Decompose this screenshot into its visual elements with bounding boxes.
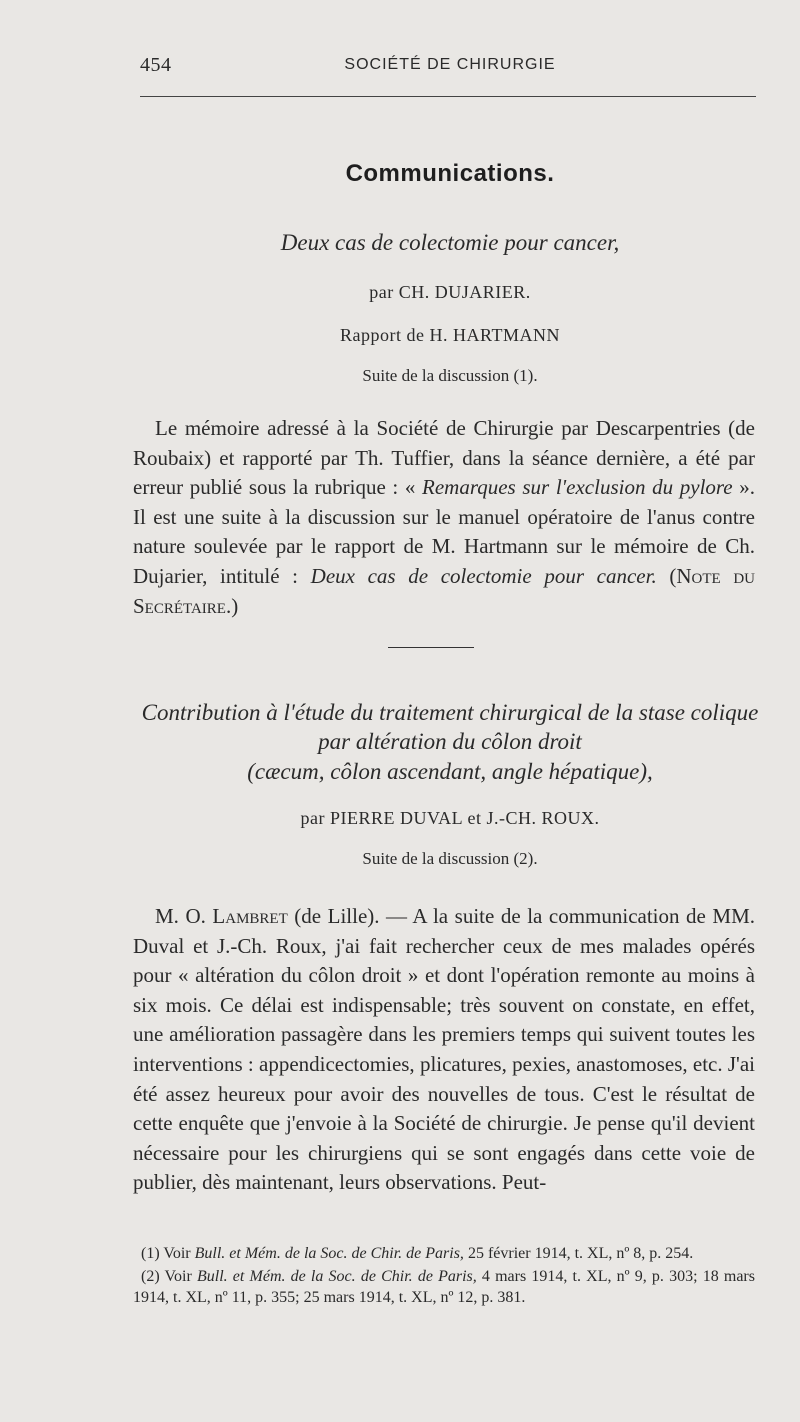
section-heading: Communications.: [345, 160, 555, 187]
footnotes: [133, 1243, 755, 1310]
secretary-note: Note du Secrétaire.: [133, 563, 755, 618]
paragraph-text: ): [231, 593, 239, 618]
paragraph-text: M. O.: [155, 904, 213, 928]
article1-byline: par CH. DUJARIER.: [369, 282, 531, 302]
article2-title-line2: par altération du côlon droit: [318, 729, 582, 754]
article2-title-line3: (cæcum, côlon ascendant, angle hépatique),: [247, 759, 653, 784]
footnote-2: (2) Voir Bull. et Mém. de la Soc. de Chir. de Paris, 4 mars 1914, t. XL, nº 9, p. 303; 18 mars 1914, t. XL, nº 11, p. 355; 25 mars 1914, t. XL, nº 12, p. 381.: [133, 1268, 755, 1306]
header-rule: [140, 96, 756, 97]
article2-continuation: Suite de la discussion (2).: [362, 849, 538, 868]
article2-title-line1: Contribution à l'étude du traitement chirurgical de la stase colique: [141, 700, 759, 725]
speaker-name: Lambret: [212, 904, 288, 928]
article1-report: Rapport de H. HARTMANN: [340, 325, 560, 345]
italic-title: Deux cas de colectomie pour cancer.: [310, 563, 657, 588]
page-number: 454: [140, 54, 172, 76]
section-divider: [388, 647, 474, 648]
article2-paragraph: [133, 902, 755, 1198]
paragraph-text: (de Lille). — A la suite de la communication de MM. Duval et J.-Ch. Roux, j'ai fait rechercher ceux de mes malades opérés pour « altération du côlon droit » et dont l'opération remonte au moins à six mois. Ce délai est indispensable; très souvent on constate, en effet, une amélioration passagère dans les premiers temps qui suivent toutes les interventions : appendicectomies, plicatures, pexies, anastomoses, etc. J'ai été assez heureux pour avoir des nouvelles de tous. C'est le résultat de cette enquête que j'envoie à la Société de chirurgie. Je pense qu'il devient nécessaire pour les chirurgiens qui se sont engagés dans cette voie de publier, dès maintenant, leurs observations. Peut-: [133, 904, 755, 1195]
article1-title: Deux cas de colectomie pour cancer,: [280, 230, 620, 255]
article1-continuation: Suite de la discussion (1).: [362, 366, 538, 385]
paragraph-text: Le mémoire adressé à la Société de Chirurgie par Descarpentries (de Roubaix) et rapporté par Th. Tuffier, dans la séance dernière, a été par erreur publié sous la rubrique : «: [133, 416, 755, 500]
article2-byline: par PIERRE DUVAL et J.-CH. ROUX.: [300, 808, 600, 828]
article1-paragraph: [133, 414, 755, 621]
footnote-1: (1) Voir Bull. et Mém. de la Soc. de Chir. de Paris, 25 février 1914, t. XL, nº 8, p. 254.: [141, 1245, 694, 1262]
running-title: SOCIÉTÉ DE CHIRURGIE: [344, 56, 556, 73]
paragraph-text: ». Il est une suite à la discussion sur le manuel opératoire de l'anus contre nature soulevée par le rapport de M. Hartmann sur le mémoire de Ch. Dujarier, intitulé :: [133, 475, 756, 588]
paragraph-text: (: [656, 563, 677, 588]
italic-title: Remarques sur l'exclusion du pylore: [422, 475, 733, 500]
page-header: [140, 54, 760, 84]
